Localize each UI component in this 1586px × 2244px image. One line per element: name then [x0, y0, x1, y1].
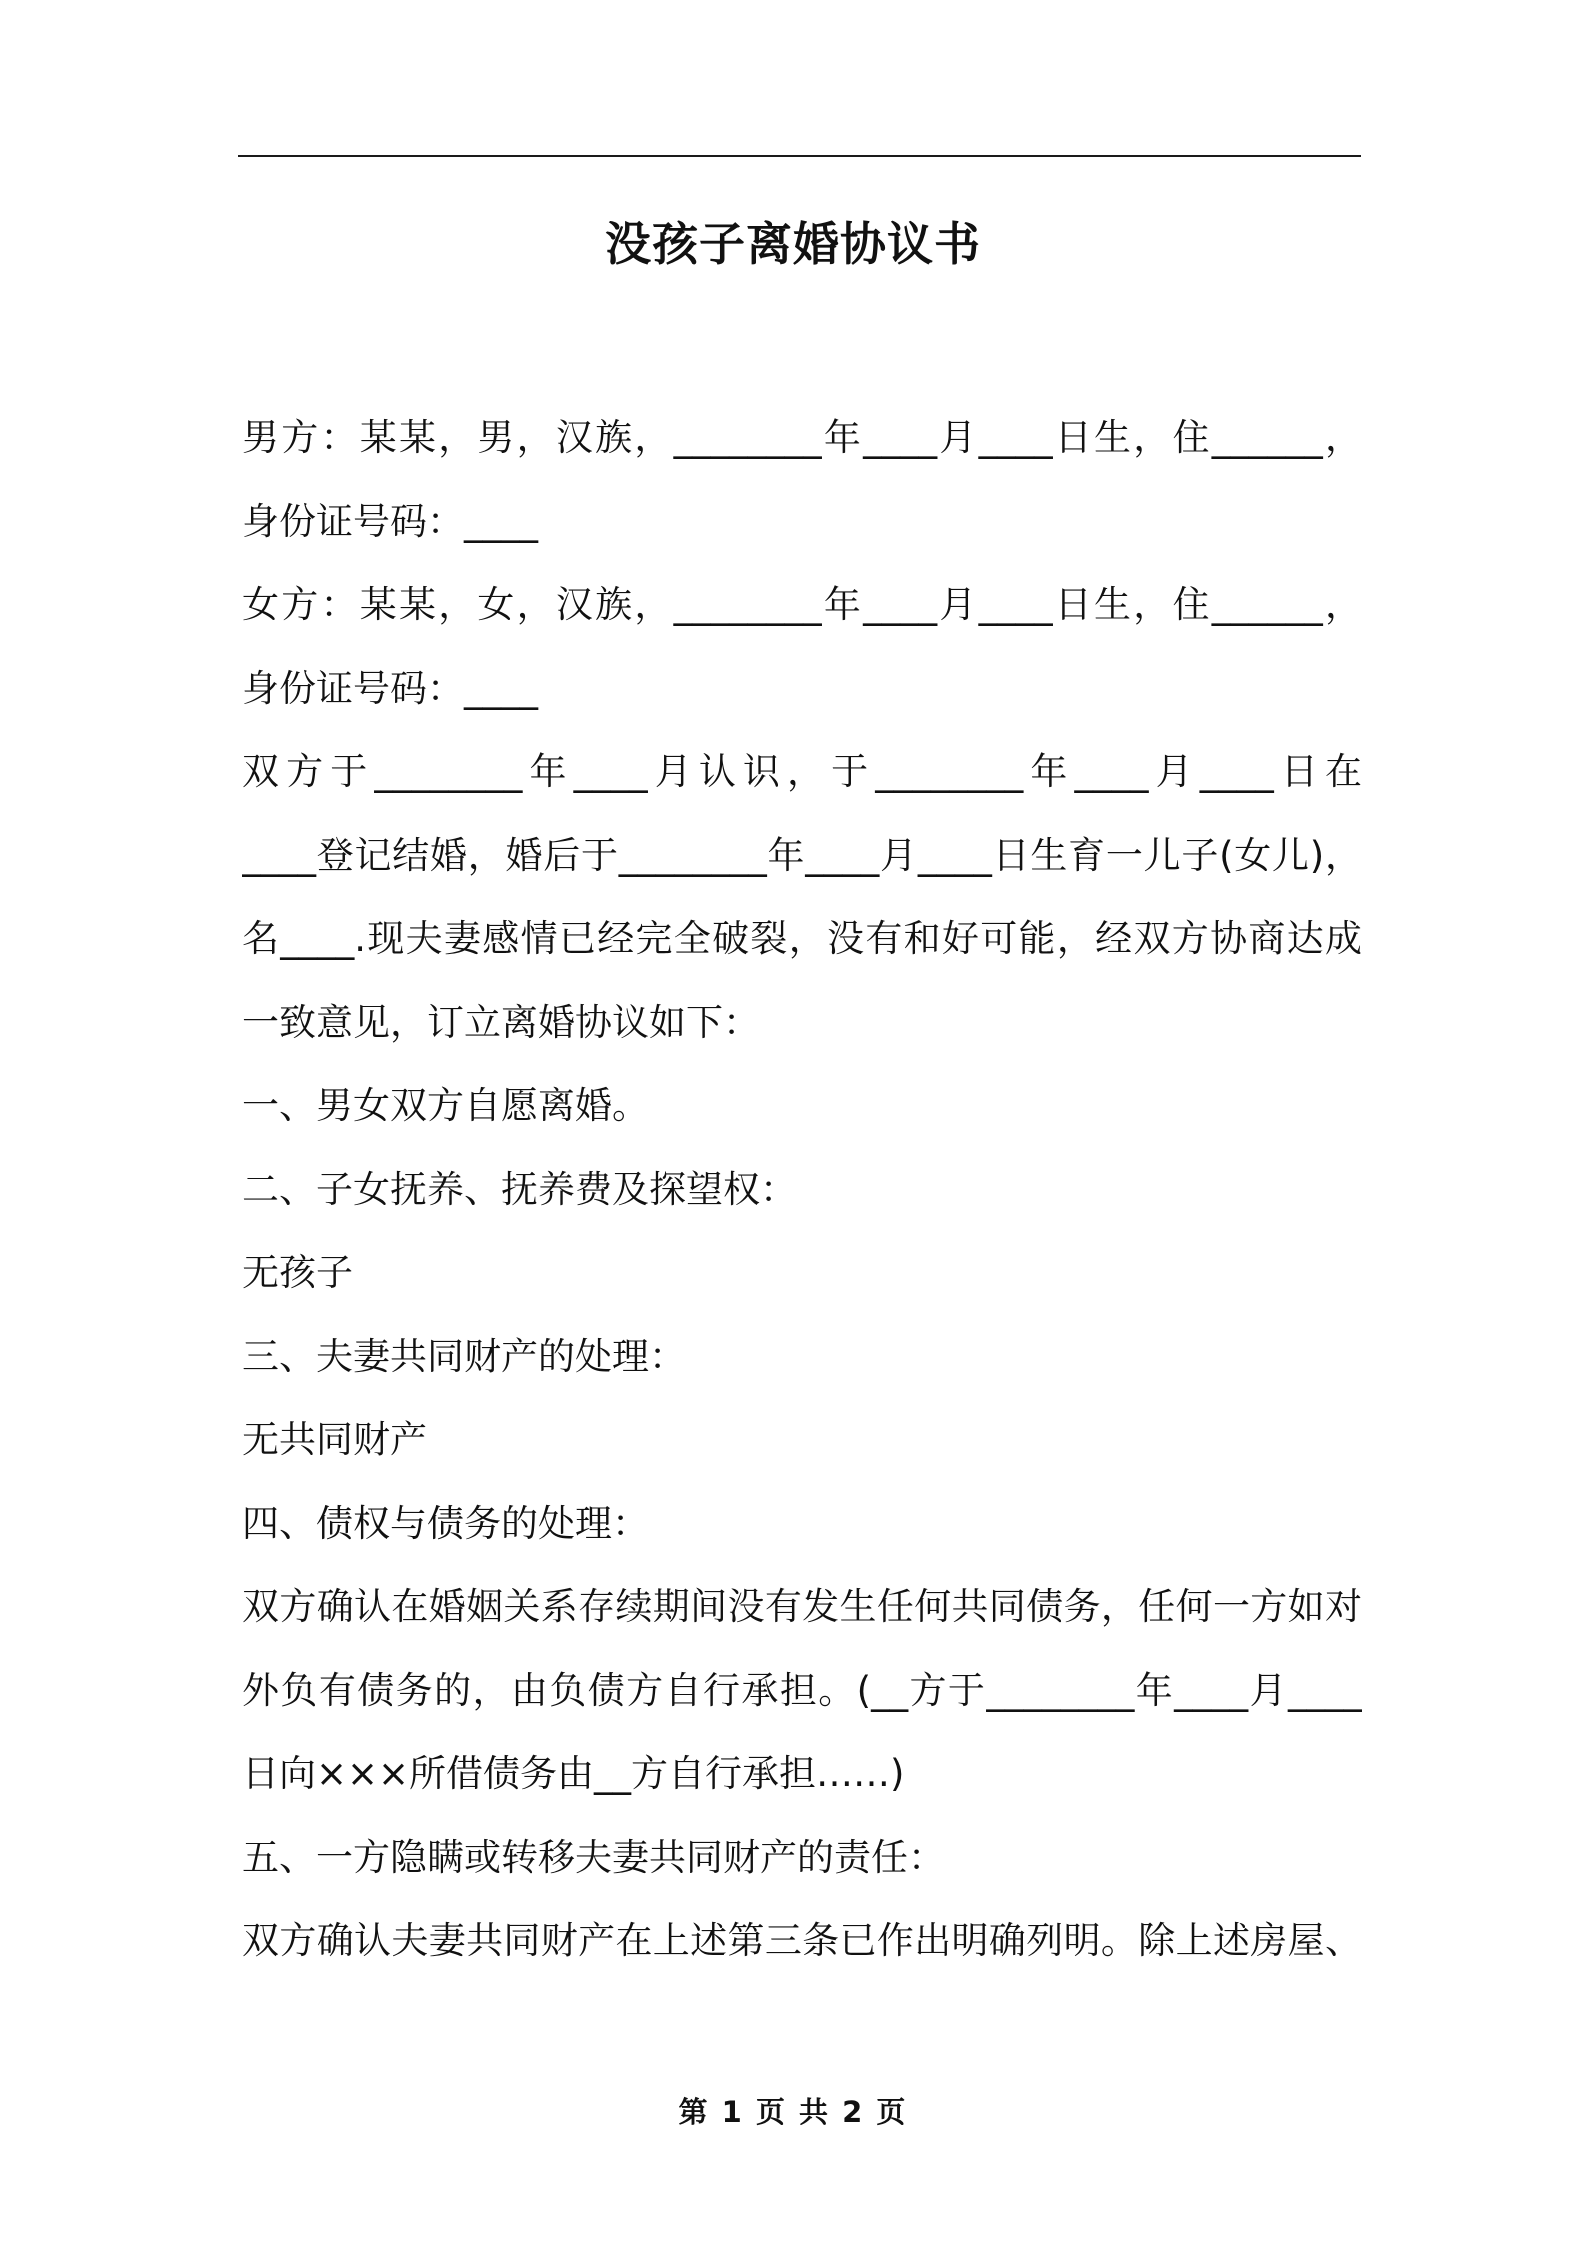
text-line: 双方确认在婚姻关系存续期间没有发生任何共同债务，任何一方如对 — [242, 1585, 1362, 1628]
text-line: 双方确认夫妻共同财产在上述第三条已作出明确列明。除上述房屋、 — [242, 1919, 1362, 1962]
page-number-footer — [0, 2092, 1586, 2132]
total-page-count: 2 — [842, 2095, 865, 2129]
text-line: 五、一方隐瞒或转移夫妻共同财产的责任： — [242, 1835, 945, 1879]
text-line: 三、夫妻共同财产的处理： — [242, 1334, 686, 1378]
text-line: 一、男女双方自愿离婚。 — [242, 1084, 649, 1127]
document-title: 没孩子离婚协议书 — [605, 217, 981, 271]
document-body — [242, 408, 1362, 1995]
header-rule — [238, 155, 1361, 157]
current-page-number: 1 — [721, 2095, 744, 2129]
text-line: 二、子女抚养、抚养费及探望权： — [242, 1167, 797, 1211]
text-line: 女方：某某，女，汉族，________年____月____日生，住______， — [242, 583, 1362, 626]
text-line: 外负有债务的，由负债方自行承担。(__方于________年____月____ — [242, 1668, 1362, 1712]
text-line: 无共同财产 — [242, 1418, 427, 1461]
page-label-prefix: 第 — [678, 2095, 722, 2129]
text-line: 日向×××所借债务由__方自行承担……) — [242, 1752, 905, 1795]
page-label-middle: 页 共 — [743, 2095, 843, 2129]
text-line: 无孩子 — [242, 1251, 353, 1294]
text-line: ____登记结婚，婚后于________年____月____日生育一儿子(女儿)， — [242, 833, 1362, 877]
text-line: 一致意见，订立离婚协议如下： — [242, 1000, 760, 1044]
text-line: 双方于________年____月认识，于________年____月____日在 — [242, 750, 1362, 793]
text-line: 身份证号码：____ — [242, 499, 538, 543]
text-line: 男方：某某，男，汉族，________年____月____日生，住______， — [242, 416, 1362, 459]
text-line: 名____.现夫妻感情已经完全破裂，没有和好可能，经双方协商达成 — [242, 917, 1362, 960]
text-line: 身份证号码：____ — [242, 666, 538, 710]
page-label-suffix: 页 — [864, 2095, 908, 2129]
text-line: 四、债权与债务的处理： — [242, 1501, 649, 1545]
